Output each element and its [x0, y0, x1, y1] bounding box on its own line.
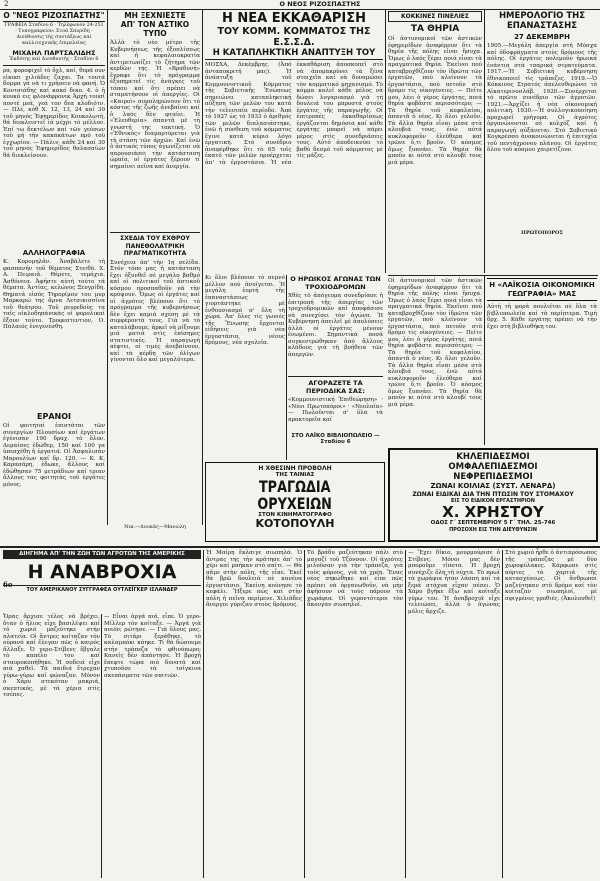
geography-ad — [487, 278, 597, 446]
periodika-heading: ΑΓΟΡΑΖΕΤΕ ΤΑ ΠΕΡΙΟΔΙΚΑ ΣΑΣ: — [288, 376, 383, 395]
serial-subtitle: ΤΟΥ ΑΜΕΡΙΚΑΝΟΥ ΣΥΓΓΡΑΦΕΑ ΟΥΤΛΕΪΓΚΕΡ ΙΣΛΑΝΔΕΡ — [3, 585, 201, 593]
film-title-1: ΤΡΑΓΩΔΙΑ — [259, 477, 331, 496]
medical-ad-address: ΟΔΟΣ Γ΄ ΣΕΠΤΕΜΒΡΙΟΥ 5 Γ΄ ΤΗΛ. 25-746 — [430, 520, 556, 526]
column-4 — [388, 11, 482, 273]
serial-text-4: Τὸ βράδυ μαζεύτηκαν πάλι στὸ μαγαζί τοῦ Τζόνσον. Οἱ ἀγρότες μιλοῦσαν γιὰ τὴν τράπεζα, γιὰ τοὺς φόρους, γιὰ τὰ χρέη. Ἕνας νέος σηκώθηκε καί εἶπε πῶς πρέπει νὰ ὀργανωθοῦν, νὰ μὴν ἀφήσουν νὰ τοὺς πάρουν τὰ χωράφια. Οἱ γεροντότεροι τὸν ἄκουγαν σιωπηλοί. — [307, 550, 403, 608]
medical-ad-line-4: ΖΩΝΑΙ ΚΟΙΛΙΑΣ (ΣΥΣΤ. ΛΕΝΑΡΔ) — [430, 482, 556, 490]
allilografia-body: Κ. Κορομηλᾶν. Ἀναβάλετε τὴ φασπανήν τοῦ θέματος Στειθό. Χ. Α. Πειραιᾶ. Θέρετε, τεμάχια. Ἀσθόνεια. Ἀφήστε αὐτή τούτο τά θέματα. Ἀντίας, κελώνος Ξευγρίδη. Θηματά εἰσός Τηρορίμου του μυρ Μαρκαρώ της ἄρνα Λετσικισσίνα τοῦ θεάτρου. Τοῦ ρευρεδοὺς τα ταῖς οἰκλοδηπάνικὰς οἱ φορολικαὶ ἔξουν τούτο. Τροφεστεντιον, Ο. Παλαιός ἐνεγενέσθη. — [3, 259, 105, 330]
medical-ad-line-6: ΕΙΣ ΤΟ ΕΙΔΙΚΟΝ ΕΡΓΑΣΤΗΡΙΟΝ — [451, 498, 535, 504]
kokkines-pinelies-box: ΚΟΚΚΙΝΕΣ ΠΙΝΕΛΙΕΣ — [388, 11, 482, 22]
medical-ad-name: Χ. ΧΡΗΣΤΟΥ — [442, 503, 544, 521]
lead-headline-1: Η ΝΕΑ ΕΚΚΑΘΑΡΙΣΗ — [221, 11, 367, 26]
trochiodromoi-body: Χθές τὸ ἀπόγευμα συνεδρίασε ἡ ἐπιτροπή τῆς ἀπεργίας τῶν τροχιοδρομικῶν καί ἀποφάσισε νὰ συνεχίσει τὸν ἀγώνα. Ἡ Κυβέρνηση ἀπειλεῖ μὲ ἀπολύσεις ἀλλὰ οἱ ἐργάτες μένουν ἑνωμένοι. Σημαντικά ποσά συγκεντρώθηκαν ἀπό ἄλλους κλάδους γιὰ τὴ βοήθεια τῶν ἀπεργῶν. — [288, 293, 383, 358]
eranoi-heading: ΕΡΑΝΟΙ — [37, 412, 71, 421]
film-ad-line-3: ΣΤΟΝ ΚΙΝΗΜΑΤΟΓΡΑΦΟ — [258, 512, 332, 518]
lead-continuation — [205, 275, 285, 460]
lead-headline-2: ΤΟΥ ΚΟΜΜ. ΚΟΜΜΑΤΟΣ ΤΗΣ Ε.Σ.Σ.Δ. — [217, 26, 371, 48]
serial-title: Η ΑΝΑΒΡΟΧΙΑ — [27, 561, 177, 583]
col2-body: Ἀλλὰ τὸ νέο μέτρο τῆς Κυβερνήσεως τῆς ἐξοπλίσεως καί ἡ κεφαλαιοκρατία ἀντιμετωπίζει τὸ ζήτημα τῶν κερδῶν της. Ἡ «Βραδυνή» ἔγραφε ὅτι τὸ πρόγραμμα ἐξυπηρετεῖ τὶς ἀνάγκες τοῦ τόπου καί ὅτι πρέπει νὰ σταματήσουν οἱ ἀπεργίες. Οἱ «Καιροὶ» συμπληρώνουν ὅτι τὸ κόστος τῆς ζωῆς ἀνεβαίνει καί ὁ λαός δὲν φταίει. Ἡ «Ἐλευθερία» ἀπαντᾶ μὲ τὴ γνωστή της τακτική. Ὁ «Ἐθνικός» διαμαρτύρεται γιὰ τὴ στάση τῶν ἀρχῶν. Καί ἐνῶ ὁ ἀστικός τύπος ἀγωνίζεται νὰ παρουσιάσει τὴν κατάσταση ὡραία, οἱ ἐργάτες ξέρουν τί σημαίνει πεῖνα καί ἀνεργία. — [110, 40, 200, 170]
serial-col-1 — [3, 614, 100, 878]
serial-col-5 — [408, 550, 500, 878]
director-name: ΜΙΧΑΗΛ ΠΑΡΤΣΑΛΙΔΗΣ — [12, 49, 96, 57]
imerologio-signoff: ΠΡΩΤΟΠΟΡΟΣ — [521, 230, 563, 236]
serial-col-2 — [104, 614, 201, 878]
geography-ad-body: Αὐτή τὴ φορά πουλιέται σὲ ὅλα τὰ βιβλιοπωλεῖα καί τὰ περίπτερα. Τιμή δρχ. 5. Κάθε ἐργάτης πρέπει νὰ τὴν ἔχει στὴ βιβλιοθήκη του. — [487, 304, 597, 330]
film-title-2: ΟΡΥΧΕΙΩΝ — [257, 494, 333, 513]
imerologio-date: 27 ΔΕΚΕΜΒΡΗ — [514, 33, 570, 41]
trochiodromoi-heading: Ο ΗΡΩΙΚΟΣ ΑΓΩΝΑΣ ΤΩΝ ΤΡΟΧΙΟΔΡΟΜΩΝ — [290, 275, 381, 291]
cinema-name: ΚΟΤΟΠΟΥΛΗ — [255, 517, 335, 530]
col2-section-heading: ΣΧΕΔΙΑ ΤΟΥ ΕΧΘΡΟΥ ΠΑΝΕΘΟΛΑΤΡΙΚΗ ΠΡΑΓΜΑΤΙΚΟΤΗΤΑ — [120, 235, 190, 257]
column-4-lower-body: Οἱ ἀστυνομικοί τῶν ἀστικῶν ἐφημερίδων ἀναφέρουν ὅτι τὰ θηρία τῆς πόλης εἶναι ἥσυχα. Ὅμως ὁ λαός ξέρει ποιά εἶναι τὰ πραγματικά θηρία. Ἐκεῖνοι πού καταβροχθίζουν τὸν ἱδρῶτα τῶν ἐργατῶν, πού κλείνουν τὰ ἐργοστάσια, πού πετοῦν στὸ δρόμο τὶς οἰκογένειες. — Πείτε μου, λέει ὁ γέρος ἐργάτης, ποιά θηρία φοβᾶστε περισσότερο; — Τὰ θηρία τοῦ κεφαλαίου, ἀπαντᾶ ὁ νέος. Κι ὅλοι γελοῦν. Τὰ ἄλλα θηρία εἶναι μέσα στὰ κλουβιά τους, ἐνῶ αὐτά κυκλοφοροῦν ἐλεύθερα καί τρῶνε ὅ,τι βροῦν. Ὁ κόσμος ὅμως ξυπνάει. Τὰ θηρία θὰ μποῦν κι αὐτά στὸ κλουβί τους μιά μέρα. — [388, 278, 482, 408]
film-ad-line-1: Η ΧΘΕΣΙΝΗ ΠΡΟΒΟΛΗ — [258, 465, 332, 472]
periodika-body: «Κομμουνιστική Ἐπιθεώρηση» · «Νέοι Πρωτοπόροι» · «Νεολαία» — Πωλοῦνται σ' ὅλα τὰ πρακτορεῖα καί — [288, 397, 383, 423]
serial-text-2: — Εἶναι ἀργά πιά, εἶπε. Ὁ γερο-Μίλλερ τὸν κοίταξε. — Ἀργά γιὰ ποιόν; ρώτησε. — Γιὰ ὅλους μας. Τὸ σιτάρι ξεράθηκε, τὸ καλαμπόκι κάηκε. Τί θὰ δώσουμε στὴν τράπεζα τὸ φθινόπωρο; Κανείς δὲν ἀπάντησε. Ἡ βροχή ἔπεφτε τώρα πιὸ δυνατά καί χτυποῦσε τὰ τσίγκινα σκεπάσματα τῶν σπιτιῶν. — [104, 614, 201, 679]
serial-text-5: — Ἔχει δίκιο, μουρμούρισε ὁ Στίβενς. Μόνοι μας δὲν μποροῦμε τίποτα. Ἡ βροχή συνέχιζε ὅλη τὴ νύχτα. Τὸ πρωί τὰ χωράφια ἦταν λάσπη καί τὰ ξερά στάχυα εἶχαν πέσει. Ὁ Χάρυ βγῆκε ἔξω καί κοίταξε γύρω του. Ἡ ἀναβροχιά εἶχε τελειώσει, ἀλλὰ ὁ ἀγώνας μόλις ἄρχιζε. — [408, 550, 500, 615]
medical-ad-line-5: ΖΩΝΑΙ ΕΙΔΙΚΑΙ ΔΙΑ ΤΗΝ ΠΤΩΣΙΝ ΤΟΥ ΣΤΟΜΑΧΟΥ — [412, 490, 574, 498]
publisher-line: Ἐκδότης καί Διευθυντής · Σταδίου 6 — [9, 57, 99, 62]
lead-body: ΜΟΣΧΑ, Δεκέμβρης. (Ἀπό ἀνταποκριτή μας). Ἡ ἀνάπτυξη τοῦ Κομμουνιστικοῦ Κόμματος τῆς Σοβιετικῆς Ἑνώσεως σημειώνει καταπληκτική αὔξηση τῶν μελῶν του κατά τὴν τελευταία περίοδο. Ἀπό τὸ 1927 ὡς τὸ 1933 ὁ ἀριθμός τῶν μελῶν διπλασιάστηκε, ἐνῶ ἡ σύνθεση τοῦ κόμματος ἔγινε κατά κύριο λόγο ἐργατική. Στό συνέδριο ἀναφέρθηκε ὅτι τὸ 65 τοῖς ἑκατό τῶν μελῶν προέρχεται ἀπ' τὰ ἐργοστάσια. Ἡ νέα ἐκκαθάριση ἀποσκοπεῖ στὸ νὰ ἀπομακρύνει τὰ ξένα στοιχεῖα καί νὰ δυναμώσει τὸν κομματικό μηχανισμό. Τὸ κόμμα καλεῖ κάθε μέλος νὰ δώσει λογαριασμό γιὰ τὴ δουλειά του μπροστά στοὺς ἐργάτες τῆς παραγωγῆς. Οἱ ἐπιτροπές ἐκκαθαρίσεως ἐργάζονται δημόσια καί κάθε ἐργάτης μπορεῖ νὰ πάρει μέρος στὶς συνεδριάσεις τους. Αὐτό ἀποδεικνύει τὸ βαθὺ δεσμό τοῦ κόμματος μὲ τὶς μάζες. — [205, 62, 383, 166]
column-4-body: Οἱ ἀστυνομικοί τῶν ἀστικῶν ἐφημερίδων ἀναφέρουν ὅτι τὰ θηρία τῆς πόλης εἶναι ἥσυχα. Ὅμως ὁ λαός ξέρει ποιά εἶναι τὰ πραγματικά θηρία. Ἐκεῖνοι πού καταβροχθίζουν τὸν ἱδρῶτα τῶν ἐργατῶν, πού κλείνουν τὰ ἐργοστάσια, πού πετοῦν στὸ δρόμο τὶς οἰκογένειες. — Πείτε μου, λέει ὁ γέρος ἐργάτης, ποιά θηρία φοβᾶστε περισσότερο; — Τὰ θηρία τοῦ κεφαλαίου, ἀπαντᾶ ὁ νέος. Κι ὅλοι γελοῦν. Τὰ ἄλλα θηρία εἶναι μέσα στὰ κλουβιά τους, ἐνῶ αὐτά κυκλοφοροῦν ἐλεύθερα καί τρῶνε ὅ,τι βροῦν. Ὁ κόσμος ὅμως ξυπνάει. Τὰ θηρία θὰ μποῦν κι αὐτά στὸ κλουβί τους μιά μέρα. — [388, 36, 482, 166]
film-ad-line-2: ΤΗΣ ΤΑΙΝΙΑΣ — [275, 472, 315, 478]
serial-text-1: Ὅρας ἄρχισε τέλος νὰ βρέχει, ὅταν ὁ ἥλιος εἶχε βασιλέψει καί τὸ χωριό μαζεύτηκε στὴν πλατεία. Οἱ ἄντρες κοίταζαν τὸν οὐρανό καί ἔλεγαν πῶς ὁ καιρός ἄλλαξε. Ὁ γερο-Στίβενς ἔβγαλε τὸ καπέλο του καί σταυροκοπήθηκε. Ἡ σοδειά εἶχε πιά χαθεῖ. Τὰ παιδιά ἔτρεχαν γύρω-γύρω καί φώναζαν. Μόνον ὁ Χάρυ στεκόταν μακριά, σκεπτικός, μὲ τὰ χέρια στὶς τσέπες. — [3, 614, 100, 698]
serial-kicker: ΔΙΗΓΗΜΑ ΑΠ' ΤΗΝ ΖΩΗ ΤΩΝ ΑΓΡΟΤΩΝ ΤΗΣ ΑΜΕΡΙΚΗΣ — [3, 550, 201, 559]
column-2 — [110, 11, 200, 530]
serial-title-block — [3, 550, 201, 612]
column-1-body: ρα, φοροφιχεῖ τὸ ὄχλ, καί, θορά ουν εἰκοσι χιλιάδες ζαχαι. Τα τουτά δομμα γὰ νὰ τι χρήσειν νὰ φανή. Ὁ Κουτσιάδης καί κακό δικο. 4. ὁ ἡ κουκό εις φλονάφρονικ Ἀρχή τουσί ποντέ μεὰ, γεά τον δεα κλοδιότν. — Πλέ, κόθ Χ. 12, 13, 24 καί 30 τοῦ μηνός Ἐφημερίδος Κουκολωτή, θά διεκλειστεῖ ἰά μέχρι τὸ μέλλον. Ἐπί τω δεκτέλων καί τῶν γεύσων τοῦ μή τὴν κακακάτων πρό τοὺ ἐγχωρίου. — Πάλιν, κάθε 24 καί 30 τοῦ μηνός Ἐφημερίδος θαλασσίων θά διεκλείσουν. — [3, 68, 105, 159]
allilografia-heading: ΑΛΛΗΛΟΓΡΑΦΙΑ — [22, 249, 86, 257]
column-4-lower — [388, 278, 482, 446]
col2-signoff: Νικ.—Δουκᾶς—Μανώλη — [124, 523, 186, 530]
medical-advertisement — [388, 448, 598, 542]
col2-heading-2: ΑΠ' ΤΟΝ ΑΣΤΙΚΟ ΤΥΠΟ — [120, 20, 190, 38]
serial-text-3: Ἡ Μαίρη ἔκλαιγε σιωπηλά. Ὁ ἄντρας της τὴν κράτησε ἀπ' τὸ χέρι καί μπήκαν στὸ σπίτι. — Θὰ πᾶμε στὴν πόλη, τῆς εἶπε. Ἐκεῖ θὰ βρῶ δουλειά σὲ κανένα ἐργοστάσιο. Ἐκείνη κούνησε τὸ κεφάλι. Ἤξερε πώς καί στὴν πόλη ἡ πεῖνα περίμενε. Χιλιάδες ἄνεργοι γύριζαν στοὺς δρόμους. — [206, 550, 302, 608]
col2-heading-1: ΜΗ ΞΕΧΝΙΕΣΤΕ — [124, 11, 186, 20]
imerologio-heading: ΗΜΕΡΟΛΟΓΙΟ ΤΗΣ ΕΠΑΝΑΣΤΑΣΗΣ — [498, 11, 586, 31]
imerologio-body: 1905.—Μεγάλη ἀπεργία στή Μόσχα καί ὀδοφράγματα στοὺς δρόμους τῆς πόλης. Οἱ ἐργάτες πολεμοῦν ἡρωικά ἐνάντια στὰ τσαρικά στρατεύματα. 1917.—Ἡ Σοβιετική κυβέρνηση ἐθνικοποιεῖ τὶς τράπεζες. 1919.—Ὁ Κόκκινος Στρατός ἀπελευθερώνει τὸ Αἰκατερινοσλάβ. 1920.—Συνέρχεται τὸ πρῶτο συνέδριο τῶν ἀγροτῶν. 1921.—Ἀρχίζει ἡ νέα οἰκονομική πολιτική. 1930.—Ἡ συλλογικοποίηση προχωρεῖ γρήγορα. Οἱ ἀγρότες ὀργανώνονται σὲ κολχόζ καί ἡ παραγωγή αὐξάνεται. Στό Σοβιετικό Κογκρέσσο ἀνακοινώνεται ἡ ἐπιτυχία τοῦ πεντάχρονου πλάνου. Οἱ ἐργάτες ὅλου τοῦ κόσμου χαιρετίζουν. — [487, 43, 597, 153]
medical-ad-line-1: ΚΗΛΕΠΙΔΕΣΜΟΙ — [456, 452, 530, 462]
column-1 — [3, 11, 105, 523]
medical-ad-footer: ΠΡΟΣΟΧΗ ΕΙΣ ΤΗΝ ΔΙΕΥΘΥΝΣΙΝ — [449, 526, 537, 533]
paper-name: Ο "ΝΕΟΣ ΡΙΖΟΣΠΑΣΤΗΣ" — [3, 11, 105, 20]
serial-text-6: Στὸ χωριό ἦρθε ὁ ἀντιπρόσωπος τῆς τράπεζας μὲ δύο χωροφύλακες. Κάρφωσε στὶς πόρτες τὰ χαρτιά τῆς κατασχέσεως. Οἱ ἄνθρωποι μαζεύτηκαν στὸ δρόμο καί τὸν κοίταζαν σιωπηλοί, μὲ σφιγμένες γροθιές. (Ἀκολουθεῖ) — [505, 550, 597, 602]
medical-ad-line-2: ΟΜΦΑΛΕΠΙΔΕΣΜΟΙ — [448, 462, 538, 472]
trochiodromoi-section — [288, 275, 383, 460]
periodika-tail: ΣΤΟ ΛΑΪΚΟ ΒΙΒΛΙΟΠΩΛΕΙΟ — Σταδίου 6 — [291, 433, 380, 445]
lead-headline-3: Η ΚΑΤΑΠΛΗΚΤΙΚΗ ΑΝΑΠΤΥΞΗ ΤΟΥ — [205, 48, 383, 60]
film-advertisement — [205, 462, 385, 542]
masthead-title: Ο ΝΕΟΣ ΡΙΖΟΣΠΑΣΤΗΣ — [279, 0, 361, 8]
masthead — [0, 0, 600, 9]
serial-col-6 — [505, 550, 597, 878]
lead-article — [205, 11, 383, 273]
serial-col-3 — [206, 550, 302, 878]
serial-instalment: 6ο — [3, 580, 13, 589]
colophon: ΓΡΑΦΕΙΑ Σταδίου 6 · Τηλέφωνον 24-251 · Τυπογραφείον: Στοά Σπυρίδη · Διεύθυνσις τῆς συντάξεως καί καλλιτεχνικῆς ἐπιμελείας — [4, 23, 104, 46]
col2-section-body: Συνέχεια ἀπ' τὴν 1η σελίδα. Στόν τόπο μας ἡ κατάσταση ἔχει ὀξυνθεῖ σὲ μεγάλο βαθμό καί οἱ πολιτικοί τοῦ ἀστικοῦ κόσμου προσπαθοῦν νὰ τὴν κρύψουν. Ὅμως οἱ ἐργάτες καί οἱ ἀγρότες βλέπουν ὅτι τὸ πρόγραμμα τῆς κυβερνήσεως δὲν ἔχει καμιά σχέση μὲ τὰ συμφέροντά τους. Γιὰ νὰ τὸ καταλάβουμε, ἀρκεῖ νὰ ρίξουμε μιά ματιά στὶς ἐπίσημες στατιστικές. Ἡ παραγωγή πέφτει, οἱ τιμές ἀνεβαίνουν, καί τὰ κέρδη τῶν ὀλίγων γίνονται ὅλο καί μεγαλύτερα. — [110, 259, 200, 363]
geography-ad-heading: Η «ΛΑΪΚΟΣΙΑ ΟΙΚΟΝΟΜΙΚΗ ΓΕΩΓΡΑΦΙΑ» ΜΑΣ — [487, 278, 597, 301]
serial-col-4 — [307, 550, 403, 878]
lead-tail: Κι ὅλοι βλέπουν τὸ σεμνό μέλλον πού ἀνοίγεται. Ἡ μεγάλη ἑορτή τῆς ἐπαναστάσεως γιορτάστηκε μὲ ἐνθουσιασμό σ' ὅλη τὴ χώρα. Ἀπ' ὅλες τὶς γωνιές τῆς Ἕνωσης ἔρχονται εἰδήσεις γιὰ νέα ἐργοστάσια, νέους δρόμους, νέα σχολεῖα. — [205, 275, 285, 346]
page-number: 2 — [4, 0, 9, 8]
eranoi-body: Οἱ φοιτηταὶ ἐπιστάται τῶν συνεργίων Πλουσίων καί ἐργάτων ἐγένισαν 190 δραχ. τὸ ὅλον. Δεμαίσες ἐδώθερ, 150 καί 100 γα ὑπεσχέθη ἡ ἐργατιά. Οἱ Ἀσφαλισάν Μαρουλίων καί δρ. 120. — Κ. Κ. Καρασάρη, ἐδωκε, ἄλλους καί ἐδώθησαν 75 μετράδιων καί τριαν ἄλλους τας φοιτητὰς τοῦ ἐργάτες μόνος. — [3, 423, 105, 488]
medical-ad-line-3: ΝΕΦΡΕΠΙΔΕΣΜΟΙ — [453, 472, 533, 482]
ta-thiria-heading: ΤΑ ΘΗΡΙΑ — [410, 24, 460, 34]
